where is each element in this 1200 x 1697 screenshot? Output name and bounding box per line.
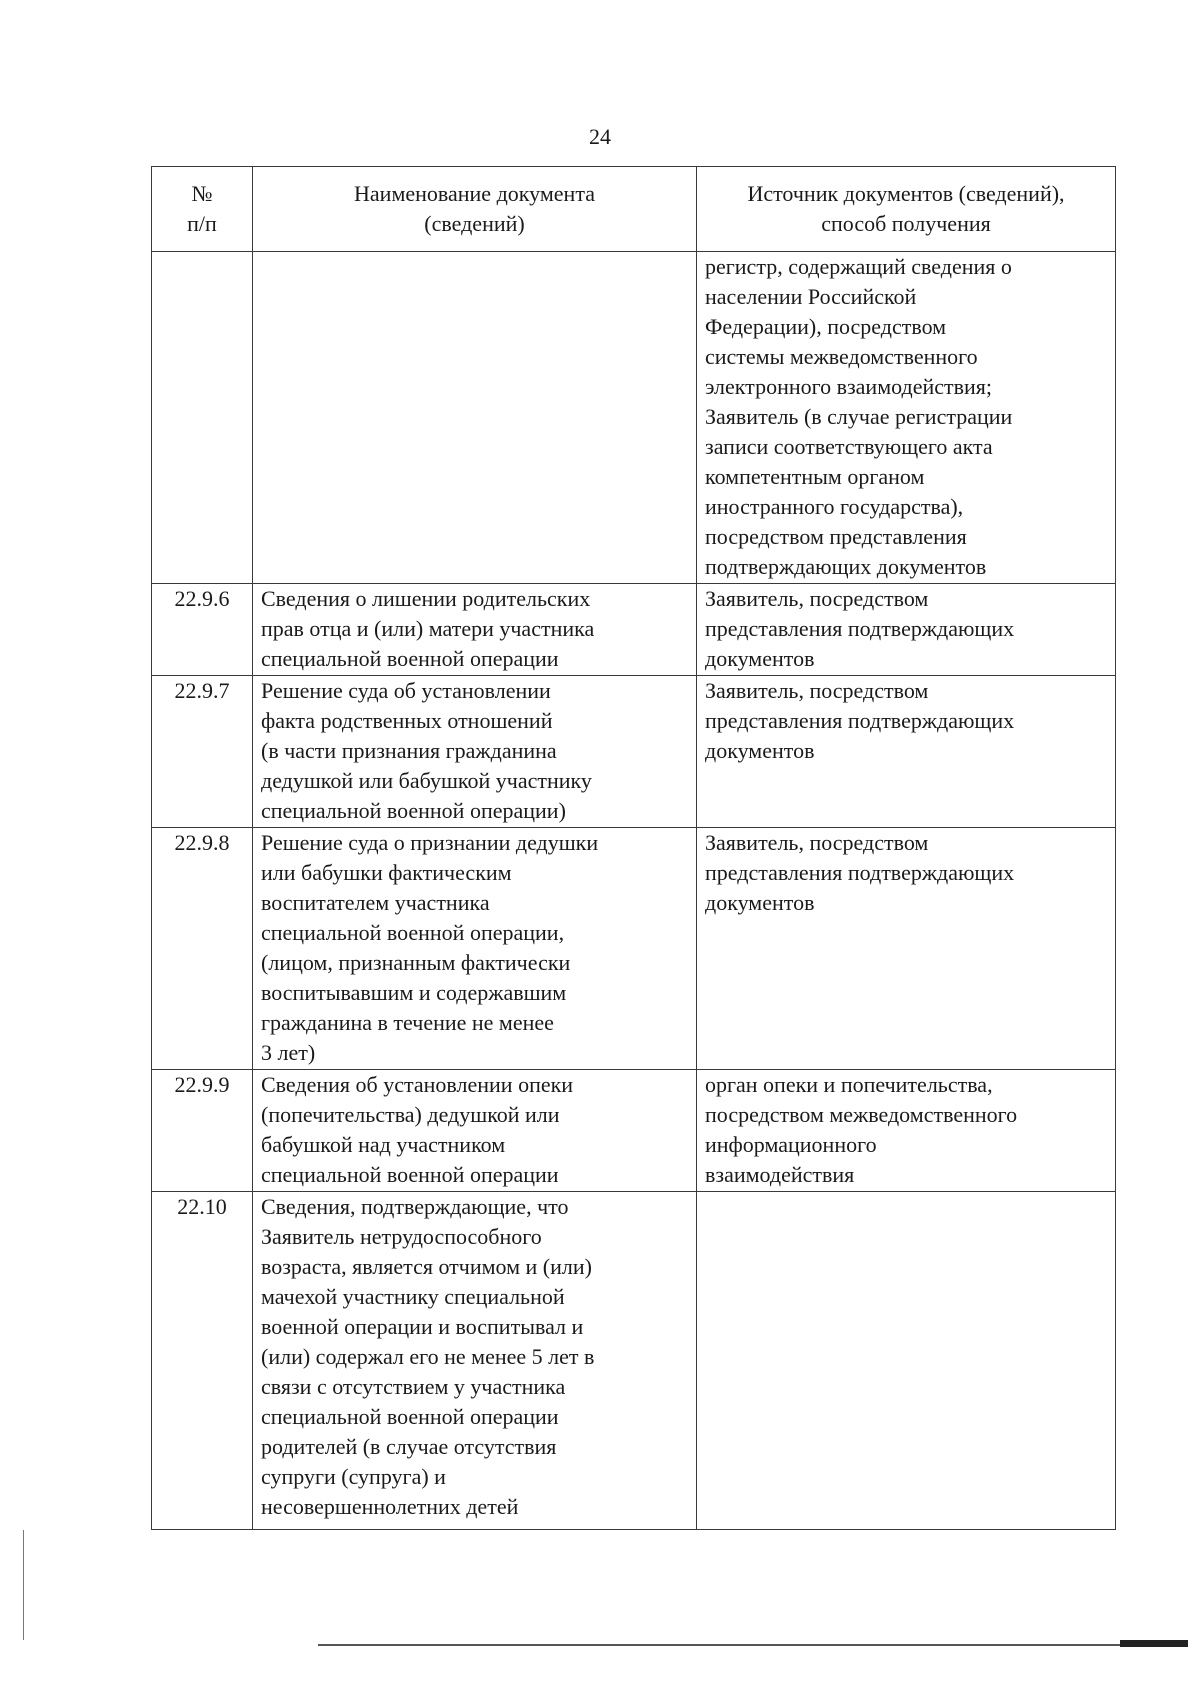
header-source: Источник документов (сведений), способ получения: [697, 167, 1116, 252]
row-number: 22.9.8: [152, 828, 253, 1070]
table-row: [152, 1192, 1116, 1530]
row-number: 22.9.9: [152, 1070, 253, 1192]
row-source: Заявитель, посредством представления подтверждающих документов: [697, 676, 1116, 828]
header-number: № п/п: [152, 167, 253, 252]
table-row: [152, 828, 1116, 1070]
row-document-name: Сведения, подтверждающие, что Заявитель нетрудоспособного возраста, является отчимом и (или) мачехой участнику специальной военной операции и воспитывал и (или) содержал его не менее 5 лет в связи с отсутствием у участника специальной военной операции родителей (в случае отсутствия супруги (супруга) и несовершеннолетних детей: [253, 1192, 697, 1530]
row-source: Заявитель, посредством представления подтверждающих документов: [697, 828, 1116, 1070]
table-row: [152, 676, 1116, 828]
row-number: 22.9.6: [152, 584, 253, 676]
row-source: [697, 1192, 1116, 1530]
table-row: [152, 584, 1116, 676]
documents-table: [151, 166, 1116, 1530]
table-row: [152, 252, 1116, 584]
scan-edge-line: [318, 1644, 1188, 1646]
table-row: [152, 1070, 1116, 1192]
row-source: регистр, содержащий сведения о населении Российской Федерации), посредством системы межведомственного электронного взаимодействия; Заявитель (в случае регистрации записи соответствующего акта компетентным органом иностранного государства), посредством представления подтверждающих документов: [697, 252, 1116, 584]
row-document-name: [253, 252, 697, 584]
row-number: 22.10: [152, 1192, 253, 1530]
row-source: Заявитель, посредством представления подтверждающих документов: [697, 584, 1116, 676]
scan-edge-mark: [1120, 1640, 1188, 1647]
row-document-name: Решение суда о признании дедушки или бабушки фактическим воспитателем участника специальной военной операции, (лицом, признанным фактически воспитывавшим и содержавшим гражданина в течение не менее 3 лет): [253, 828, 697, 1070]
row-number: 22.9.7: [152, 676, 253, 828]
scan-margin-line: [23, 1530, 24, 1640]
row-document-name: Решение суда об установлении факта родственных отношений (в части признания гражданина дедушкой или бабушкой участнику специальной военной операции): [253, 676, 697, 828]
page-number: 24: [589, 124, 611, 149]
header-document-name: Наименование документа (сведений): [253, 167, 697, 252]
table-header-row: [152, 167, 1116, 252]
row-source: орган опеки и попечительства, посредством межведомственного информационного взаимодействия: [697, 1070, 1116, 1192]
row-number: [152, 252, 253, 584]
row-document-name: Сведения о лишении родительских прав отца и (или) матери участника специальной военной операции: [253, 584, 697, 676]
row-document-name: Сведения об установлении опеки (попечительства) дедушкой или бабушкой над участником специальной военной операции: [253, 1070, 697, 1192]
